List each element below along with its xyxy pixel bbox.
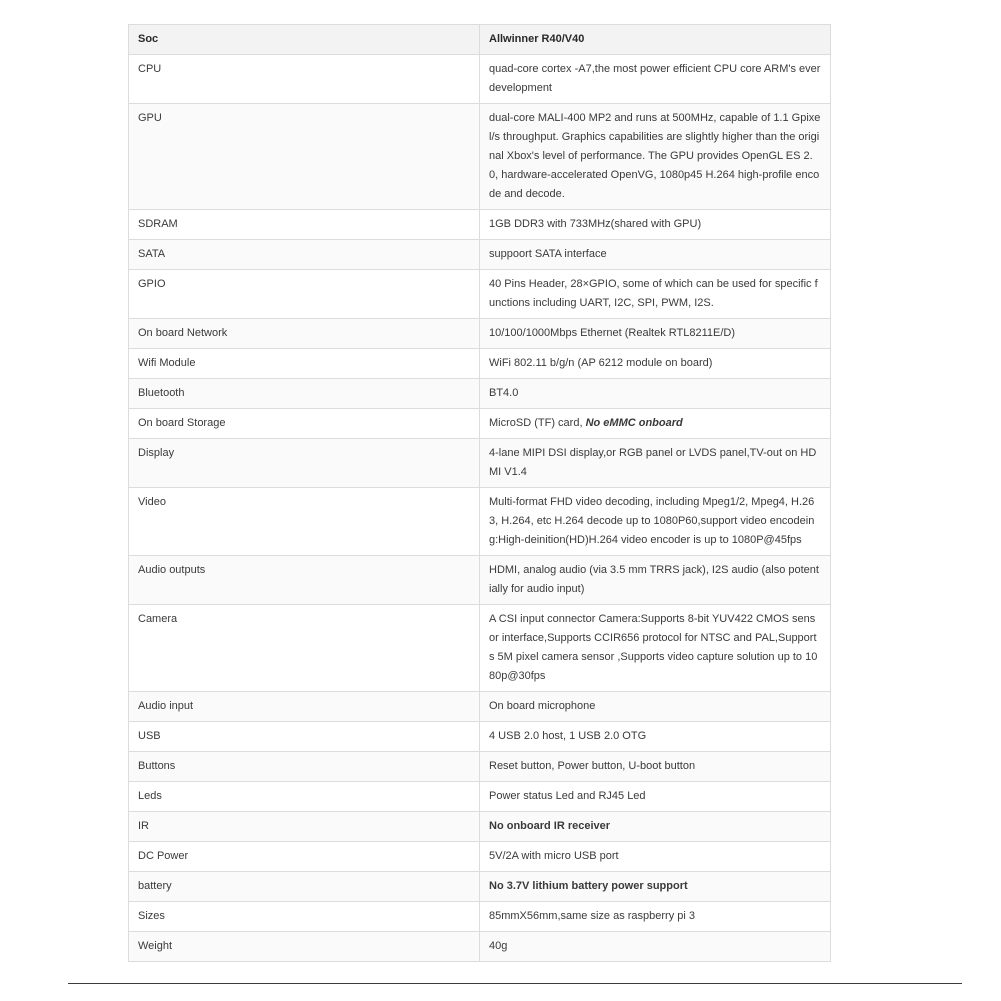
spec-table [128,24,831,962]
spec-value: No onboard IR receiver [480,812,831,842]
spec-label: Leds [129,782,480,812]
spec-value: 4-lane MIPI DSI display,or RGB panel or LVDS panel,TV-out on HDMI V1.4 [480,439,831,488]
spec-value: Reset button, Power button, U-boot button [480,752,831,782]
spec-label: IR [129,812,480,842]
spec-label: Sizes [129,902,480,932]
table-row [129,270,831,319]
spec-value: Multi-format FHD video decoding, including Mpeg1/2, Mpeg4, H.263, H.264, etc H.264 decode up to 1080P60,support video encodeing:High-deinition(HD)H.264 video encoder is up to 1080P@45fps [480,488,831,556]
spec-label: Weight [129,932,480,962]
table-row [129,25,831,55]
spec-label: Display [129,439,480,488]
table-row [129,932,831,962]
spec-label: Video [129,488,480,556]
spec-label: CPU [129,55,480,104]
table-row [129,752,831,782]
table-row [129,439,831,488]
spec-value: No 3.7V lithium battery power support [480,872,831,902]
spec-value-text: MicroSD (TF) card, [489,417,586,429]
spec-label: GPIO [129,270,480,319]
spec-label: Audio outputs [129,556,480,605]
table-row [129,692,831,722]
spec-label: Bluetooth [129,379,480,409]
table-row [129,319,831,349]
table-row [129,842,831,872]
spec-label: GPU [129,104,480,210]
spec-value: On board microphone [480,692,831,722]
spec-value: 40 Pins Header, 28×GPIO, some of which can be used for specific functions including UART, I2C, SPI, PWM, I2S. [480,270,831,319]
table-row [129,722,831,752]
spec-value: A CSI input connector Camera:Supports 8-bit YUV422 CMOS sensor interface,Supports CCIR656 protocol for NTSC and PAL,Supports 5M pixel camera sensor ,Supports video capture solution up to 1080p@30fps [480,605,831,692]
table-row [129,605,831,692]
spec-value: quad-core cortex -A7,the most power efficient CPU core ARM's ever development [480,55,831,104]
spec-value: 85mmX56mm,same size as raspberry pi 3 [480,902,831,932]
spec-value: 1GB DDR3 with 733MHz(shared with GPU) [480,210,831,240]
spec-label: On board Storage [129,409,480,439]
spec-value: 40g [480,932,831,962]
table-row [129,379,831,409]
table-row [129,812,831,842]
table-row [129,902,831,932]
spec-value: 4 USB 2.0 host, 1 USB 2.0 OTG [480,722,831,752]
table-row [129,488,831,556]
table-row [129,782,831,812]
table-row [129,349,831,379]
spec-label: Audio input [129,692,480,722]
spec-label: SATA [129,240,480,270]
spec-value: Power status Led and RJ45 Led [480,782,831,812]
spec-label: Camera [129,605,480,692]
spec-value: dual-core MALI-400 MP2 and runs at 500MHz, capable of 1.1 Gpixel/s throughput. Graphics capabilities are slightly higher than the original Xbox's level of performance. The GPU provides OpenGL ES 2.0, hardware-accelerated OpenVG, 1080p45 H.264 high-profile encode and decode. [480,104,831,210]
table-row [129,409,831,439]
spec-label: Buttons [129,752,480,782]
table-row [129,55,831,104]
spec-value: suppoort SATA interface [480,240,831,270]
spec-value: BT4.0 [480,379,831,409]
spec-value: WiFi 802.11 b/g/n (AP 6212 module on board) [480,349,831,379]
spec-label: DC Power [129,842,480,872]
bottom-divider [68,983,962,984]
spec-label: SDRAM [129,210,480,240]
table-row [129,104,831,210]
spec-value-emphasis: No eMMC onboard [585,417,683,429]
table-row [129,210,831,240]
spec-label: Wifi Module [129,349,480,379]
spec-value: HDMI, analog audio (via 3.5 mm TRRS jack), I2S audio (also potentially for audio input) [480,556,831,605]
spec-label: On board Network [129,319,480,349]
spec-value [480,409,831,439]
table-row [129,872,831,902]
spec-value: 5V/2A with micro USB port [480,842,831,872]
spec-label: battery [129,872,480,902]
table-row [129,556,831,605]
spec-value: Allwinner R40/V40 [480,25,831,55]
table-row [129,240,831,270]
spec-value: 10/100/1000Mbps Ethernet (Realtek RTL8211E/D) [480,319,831,349]
spec-label: Soc [129,25,480,55]
spec-label: USB [129,722,480,752]
